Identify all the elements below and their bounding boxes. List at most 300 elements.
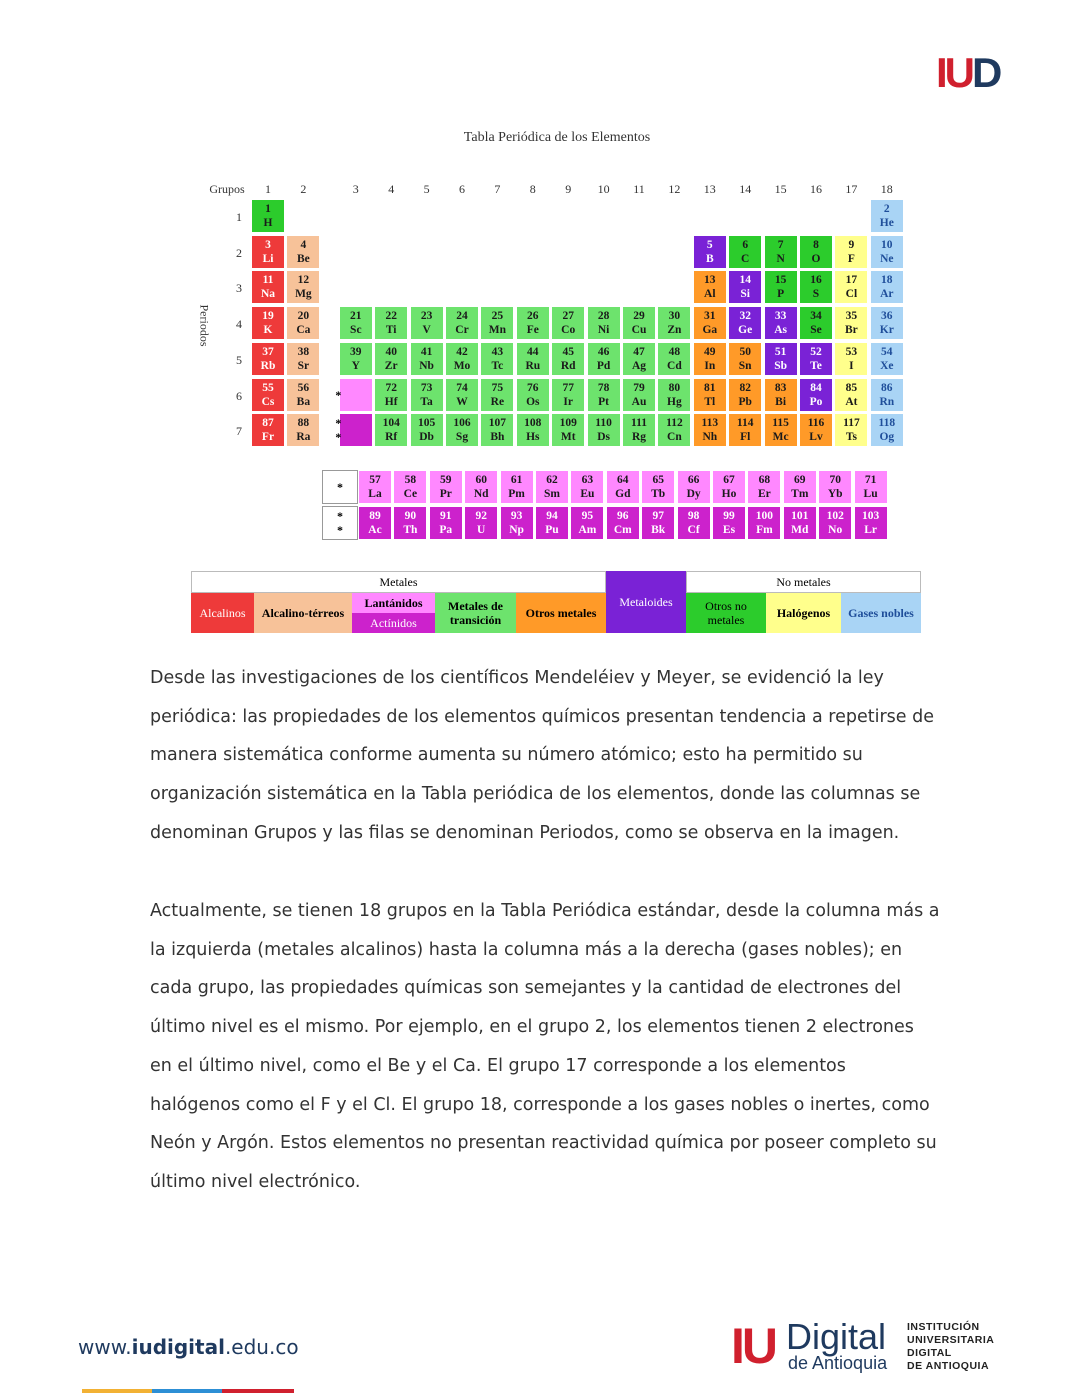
group-number-17: 17 [845,182,858,196]
element-symbol: U [477,524,486,536]
atomic-number: 33 [774,310,787,323]
element-Og [870,413,904,447]
atomic-number: 4 [300,238,307,251]
element-symbol: Sm [544,488,560,500]
element-Hf [374,378,408,412]
element-symbol: Cu [631,324,647,337]
atomic-number: 17 [845,274,858,287]
element-symbol: Nd [473,488,489,500]
atomic-number: 19 [262,310,274,323]
element-symbol: P [777,288,785,301]
url-bold: iudigital [131,1335,225,1359]
atomic-number: 91 [440,510,452,522]
element-symbol: O [811,252,821,265]
periodic-table [0,0,1080,640]
group-number-18: 18 [880,182,893,196]
element-Ge [728,306,762,340]
element-symbol: Db [419,431,434,444]
element-symbol: Tc [491,359,504,372]
atomic-number: 47 [633,345,645,358]
atomic-number: 79 [633,381,645,394]
element-symbol: Ar [880,288,894,301]
atomic-number: 112 [666,417,683,430]
element-F [834,235,868,269]
element-symbol: Rd [560,359,576,372]
element-symbol: Lr [864,524,877,536]
group-number-4: 4 [388,182,395,196]
element-Po [799,378,833,412]
legend-actinidos: Actínidos [352,613,435,633]
element-symbol: As [774,324,787,337]
element-symbol: Rf [385,431,398,444]
element-Nh [693,413,727,447]
element-Sc [339,306,373,340]
asterisk-marker: * [337,523,343,537]
element-symbol: Y [351,359,360,372]
atomic-number: 41 [420,345,433,358]
atomic-number: 2 [883,203,890,215]
atomic-number: 87 [262,417,274,430]
element-S [799,270,833,304]
atomic-number: 54 [881,345,893,358]
element-symbol: Ir [563,395,573,408]
atomic-number: 49 [704,345,716,358]
atomic-number: 93 [510,510,523,522]
element-symbol: Fm [756,524,773,536]
element-symbol: Cd [667,359,682,372]
atomic-number: 68 [758,474,771,486]
element-symbol: Ag [631,359,647,372]
atomic-number: 48 [668,345,681,358]
atomic-number: 72 [385,381,397,394]
atomic-number: 34 [810,310,822,323]
paragraph-2 [150,892,940,1202]
atomic-number: 56 [297,381,310,394]
element-symbol: Tl [704,395,716,408]
atomic-number: 13 [704,274,716,287]
element-Fl [728,413,762,447]
element-Li [251,235,285,269]
group-number-5: 5 [423,182,430,196]
atomic-number: 114 [736,417,754,430]
atomic-number: 118 [878,417,896,430]
legend-metales-header: Metales [191,571,606,593]
group-number-1: 1 [265,182,271,196]
element-symbol: Ba [296,395,311,408]
atomic-number: 5 [706,238,713,251]
atomic-number: 15 [774,274,787,287]
element-symbol: Dy [686,488,701,500]
element-Ni [587,306,621,340]
element-Lu [854,470,888,504]
element-symbol: Ho [721,488,737,500]
element-Tl [693,378,727,412]
element-symbol: I [849,359,854,372]
footer-color-bar-red [222,1389,294,1393]
element-symbol: Mt [560,431,576,444]
element-Eu [570,470,604,504]
element-Ce [393,470,427,504]
element-symbol: Os [526,395,540,408]
legend-otros-no-metales: Otros no metales [686,593,766,633]
atomic-number: 94 [546,510,558,522]
element-Co [551,306,585,340]
element-Rf [374,413,408,447]
element-Te [799,342,833,376]
footer-color-bar-blue [152,1389,222,1393]
element-Bk [641,506,675,540]
element-symbol: Cs [261,395,275,408]
atomic-number: 53 [845,345,858,358]
group-number-7: 7 [494,182,501,196]
element-symbol: Ni [597,324,610,337]
period-number-4: 4 [236,317,242,332]
element-symbol: Kr [879,324,894,337]
element-symbol: Rg [631,431,647,444]
group-number-6: 6 [459,182,465,196]
period-number-3: 3 [236,281,242,296]
element-symbol: Sg [455,431,469,444]
element-symbol: Mo [453,359,471,372]
element-symbol: Sc [350,324,362,337]
atomic-number: 18 [881,274,893,287]
periodic-table-title: Tabla Periódica de los Elementos [463,130,651,145]
element-U [464,506,498,540]
element-Ar [870,270,904,304]
element-symbol: V [422,324,431,337]
element-symbol: Be [297,252,310,265]
element-Hg [657,378,691,412]
element-symbol: Xe [880,359,894,372]
atomic-number: 77 [562,381,574,394]
element-Ts [834,413,868,447]
atomic-number: 55 [262,381,274,394]
atomic-number: 89 [369,510,381,522]
periodos-label: Periodos [197,304,212,347]
element-Ag [622,342,656,376]
atomic-number: 98 [687,510,700,522]
legend-lantanidos: Lantánidos [352,593,435,613]
atomic-number: 61 [510,474,523,486]
element-Nb [410,342,444,376]
element-Al [693,270,727,304]
atomic-number: 67 [723,474,735,486]
asterisk-marker: * [337,480,343,494]
atomic-number: 51 [774,345,787,358]
atomic-number: 20 [297,310,310,323]
atomic-number: 8 [813,238,819,251]
element-symbol: Mg [295,288,312,301]
legend-halogenos: Halógenos [766,593,841,633]
atomic-number: 62 [546,474,558,486]
element-symbol: Au [631,395,647,408]
element-symbol: Md [791,524,809,536]
element-symbol: La [368,488,382,500]
atomic-number: 7 [777,238,784,251]
footer-color-bar-yellow [82,1389,152,1393]
atomic-number: 44 [527,345,539,358]
element-symbol: Na [260,288,276,301]
element-Ru [516,342,550,376]
legend-alcalinos: Alcalinos [191,593,254,633]
element-symbol: C [741,252,750,265]
element-symbol: Pr [439,488,452,500]
atomic-number: 116 [807,417,825,430]
atomic-number: 31 [704,310,716,323]
element-H [251,199,285,233]
element-symbol: Rb [260,359,276,372]
element-Np [500,506,534,540]
element-symbol: H [263,217,273,229]
atomic-number: 52 [810,345,822,358]
element-Sg [445,413,479,447]
element-symbol: Bh [490,431,505,444]
url-prefix: www. [78,1335,132,1359]
logo-d-text: D [972,49,1000,96]
element-symbol: Sn [738,359,752,372]
element-P [764,270,798,304]
legend-metales-transicion: Metales de transición [435,593,516,633]
element-No [818,506,852,540]
atomic-number: 58 [404,474,417,486]
atomic-number: 39 [350,345,362,358]
group-number-12: 12 [668,182,681,196]
legend-alcalino-terreos: Alcalino-térreos [254,593,352,633]
element-symbol: Tm [791,488,809,500]
element-Nd [464,470,498,504]
atomic-number: 38 [297,345,310,358]
atomic-number: 101 [791,510,809,522]
atomic-number: 14 [739,274,751,287]
legend-metaloides: Metaloides [606,571,686,633]
element-symbol: Sb [774,359,787,372]
atomic-number: 85 [845,381,858,394]
element-Fr [251,413,285,447]
element-Rg [622,413,656,447]
group-number-8: 8 [529,182,536,196]
element-symbol: Pd [596,359,611,372]
element-Re [480,378,514,412]
element-symbol: Hs [526,431,540,444]
element-symbol: Pm [508,488,525,500]
group-number-13: 13 [703,182,716,196]
asterisk-marker: * [335,430,342,445]
element-symbol: Cr [455,324,469,337]
element-C [728,235,762,269]
element-symbol: S [812,288,820,301]
atomic-number: 65 [652,474,664,486]
group-number-9: 9 [565,182,572,196]
element-Xe [870,342,904,376]
element-symbol: Br [845,324,858,337]
logo-iu-text: IU [936,49,972,96]
atomic-number: 35 [845,310,858,323]
element-Er [747,470,781,504]
element-symbol: K [263,324,273,337]
element-symbol: Pa [439,524,453,536]
atomic-number: 84 [810,381,822,394]
element-Md [783,506,817,540]
paragraph-1 [150,659,940,853]
element-symbol: No [828,524,843,536]
element-symbol: Cn [667,431,682,444]
paragraph-1-text: Desde las investigaciones de los científicos Mendeléiev y Meyer, se evidenció la ley periódica: las propiedades de los elementos químicos presentan tendencia a repetirse de manera sistemática conforme aumenta su número atómico; esto ha permitido su organización sistemática en la Tabla periódica de los elementos, donde las columnas se denominan Grupos y las filas se denominan Periodos, como se observa en la imagen. [150,668,934,843]
atomic-number: 73 [420,381,433,394]
legend-gases-nobles: Gases nobles [841,593,921,633]
element-At [834,378,868,412]
element-symbol: Ts [845,431,857,444]
element-symbol: Sr [297,359,310,372]
element-symbol: Lv [809,431,823,444]
atomic-number: 57 [369,474,381,486]
atomic-number: 37 [262,345,274,358]
atomic-number: 60 [475,474,487,486]
logo-bottom-digital: Digital [786,1316,887,1357]
element-symbol: Po [809,395,823,408]
atomic-number: 1 [265,203,271,215]
atomic-number: 102 [826,510,844,522]
atomic-number: 23 [420,310,433,323]
atomic-number: 46 [597,345,610,358]
atomic-number: 59 [440,474,452,486]
element-symbol: Si [740,288,750,301]
iudigital-logo [731,1318,1001,1378]
group-number-16: 16 [810,182,822,196]
atomic-number: 70 [829,474,841,486]
element-symbol: Ne [880,252,894,265]
period-number-6: 6 [236,388,242,403]
group-number-3: 3 [352,182,359,196]
atomic-number: 11 [262,274,274,287]
group-number-15: 15 [774,182,787,196]
element-symbol: Hg [667,395,682,408]
element-Gd [606,470,640,504]
element-B [693,235,727,269]
element-Pt [587,378,621,412]
element-N [764,235,798,269]
atomic-number: 45 [562,345,574,358]
element-Rn [870,378,904,412]
legend-no-metales-header: No metales [686,571,921,593]
element-He [870,199,904,233]
atomic-number: 86 [881,381,893,394]
atomic-number: 69 [794,474,806,486]
element-Ds [587,413,621,447]
element-Fe [516,306,550,340]
element-symbol: W [456,395,468,408]
atomic-number: 25 [491,310,504,323]
element-As [764,306,798,340]
atomic-number: 6 [742,238,749,251]
element-symbol: Zn [667,324,682,337]
element-Sn [728,342,762,376]
atomic-number: 22 [385,310,397,323]
element-Kr [870,306,904,340]
element-Cr [445,306,479,340]
atomic-number: 80 [668,381,681,394]
element-Cs [251,378,285,412]
atomic-number: 92 [475,510,487,522]
element-Tb [641,470,675,504]
element-Cn [657,413,691,447]
atomic-number: 96 [617,510,629,522]
element-symbol: Eu [580,488,595,500]
group-number-10: 10 [597,182,610,196]
element-symbol: Am [578,524,597,536]
element-Fm [747,506,781,540]
logo-bottom-iu: IU [731,1318,775,1374]
element-Db [410,413,444,447]
atomic-number: 32 [739,310,751,323]
element-Ta [410,378,444,412]
element-symbol: Li [262,252,274,265]
element-symbol: Ru [525,359,541,372]
element-symbol: Ta [420,395,433,408]
element-Be [286,235,320,269]
element-symbol: Ac [368,524,382,536]
atomic-number: 42 [456,345,468,358]
atomic-number: 12 [297,274,310,287]
atomic-number: 111 [631,417,647,430]
element-Cm [606,506,640,540]
element-Si [728,270,762,304]
element-I [834,342,868,376]
paragraph-2-text: Actualmente, se tienen 18 grupos en la Tabla Periódica estándar, desde la columna más a la izquierda (metales alcalinos) hasta la columna más a la derecha (gases nobles); en cada grupo, las propiedades químicas son semejantes y la cantidad de electrones del último nivel es el mismo. Por ejemplo, en el grupo 2, los elementos tienen 2 electrones en el último nivel, como el Be y el Ca. El grupo 17 corresponde a los elementos halógenos como el F y el Cl. El grupo 18, corresponde a los gases nobles o inertes, como Neón y Argón. Estos elementos no presentan reactividad química por poseer completo su último nivel electrónico. [150,901,940,1192]
element-symbol: Pt [598,395,610,408]
element-Th [393,506,427,540]
atomic-number: 83 [774,381,787,394]
element-Ne [870,235,904,269]
element-symbol: Te [810,359,822,372]
atomic-number: 113 [701,417,719,430]
atomic-number: 50 [739,345,751,358]
element-Dy [677,470,711,504]
element-W [445,378,479,412]
element-symbol: Ds [597,431,610,444]
group-number-14: 14 [739,182,752,196]
element-symbol: Es [722,524,736,536]
period-number-7: 7 [236,424,242,439]
inst-line-1: INSTITUCIÓN [907,1321,980,1333]
element-symbol: B [705,252,714,265]
element-symbol: Pu [545,524,559,536]
element-symbol: F [847,252,855,265]
element-symbol: Re [490,395,505,408]
element-symbol: Al [704,288,716,301]
atomic-number: 109 [559,417,577,430]
element-K [251,306,285,340]
element-symbol: Fr [261,431,275,444]
element-symbol: Cm [613,524,632,536]
element-Na [251,270,285,304]
atomic-number: 97 [652,510,664,522]
atomic-number: 117 [843,417,860,430]
atomic-number: 88 [297,417,310,430]
element-symbol: Yb [827,488,843,500]
element-symbol: Mc [772,431,789,444]
element-symbol: Og [879,431,895,444]
atomic-number: 24 [456,310,468,323]
footer-website-link[interactable] [78,1335,299,1359]
element-symbol: Mn [488,324,507,337]
element-symbol: Zr [384,359,398,372]
element-symbol: Np [509,524,524,536]
element-Lv [799,413,833,447]
atomic-number: 110 [595,417,612,430]
element-Bi [764,378,798,412]
atomic-number: 104 [382,417,400,430]
element-Bh [480,413,514,447]
